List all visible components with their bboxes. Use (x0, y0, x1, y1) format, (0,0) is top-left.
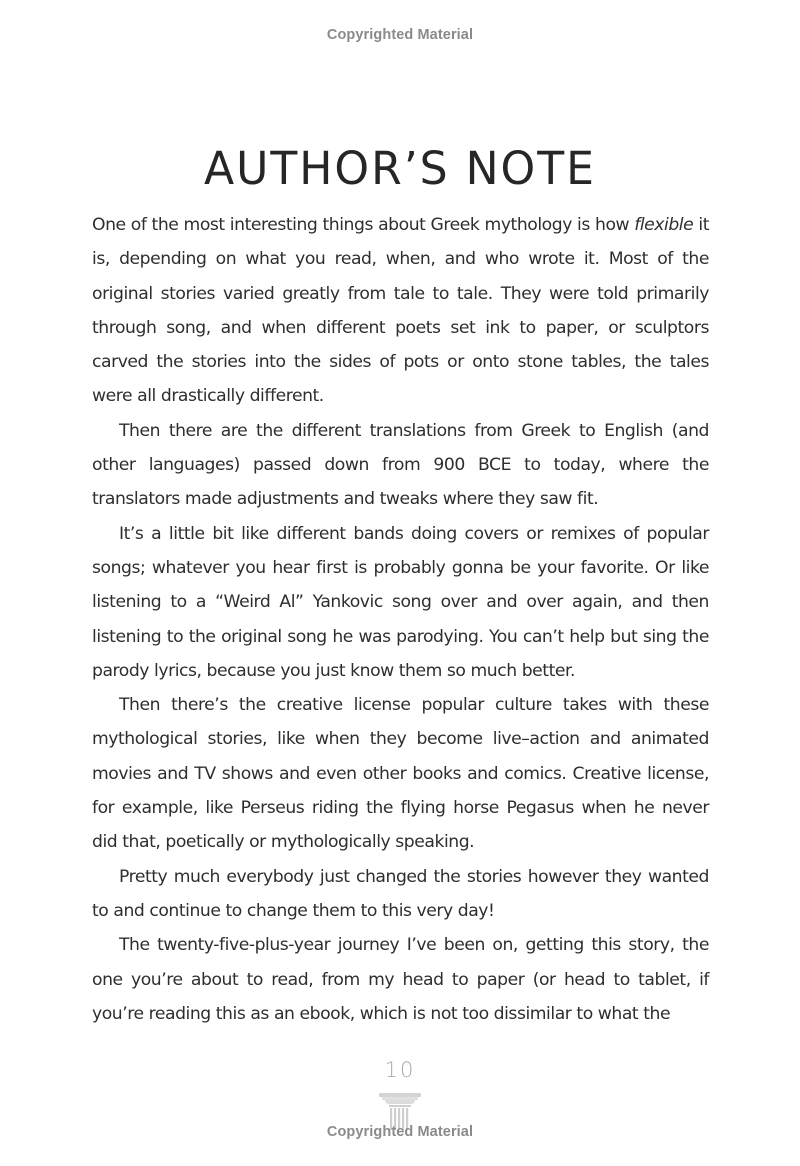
copyright-watermark-top: Copyrighted Material (326, 27, 474, 43)
body-text (92, 208, 709, 1031)
paragraph: The twenty-five-plus-year journey I’ve been on, getting this story, the one you’re about to read, from my head to paper (or head to tablet, if you’re reading this as an ebook, which is not too dissimilar to what the (92, 935, 709, 1024)
paragraph: It’s a little bit like different bands doing covers or remixes of popular songs; whatever you hear first is probably gonna be your favorite. Or like listening to a “Weird Al” Yankovic song over and over again, and then listening to the original song he was parodying. You can’t help but sing the parody lyrics, because you just know them so much better. (92, 523, 709, 681)
paragraph-text: it is, depending on what you read, when, and who wrote it. Most of the original stories varied greatly from tale to tale. They were told primarily through song, and when different poets set ink to paper, or sculptors carved the stories into the sides of pots or onto stone tables, the tales were all drastically different. (92, 215, 709, 407)
emphasized-word: flexible (634, 215, 694, 235)
paragraph (92, 208, 709, 414)
paragraph-text: One of the most interesting things about Greek mythology is how (92, 215, 635, 235)
copyright-watermark-bottom: Copyrighted Material (326, 1124, 474, 1140)
paragraph: Pretty much everybody just changed the stories however they wanted to and continue to change them to this very day! (92, 866, 709, 921)
paragraph: Then there are the different translations from Greek to English (and other languages) passed down from 900 BCE to today, where the translators made adjustments and tweaks where they saw fit. (92, 420, 709, 510)
page-title: AUTHOR’S NOTE (204, 142, 596, 196)
page-number: 10 (384, 1058, 416, 1082)
paragraph: Then there’s the creative license popular culture takes with these mythological stories, like when they become live–action and animated movies and TV shows and even other books and comics. Creative license, for example, like Perseus riding the flying horse Pegasus when he never did that, poetically or mythologically speaking. (92, 695, 709, 853)
